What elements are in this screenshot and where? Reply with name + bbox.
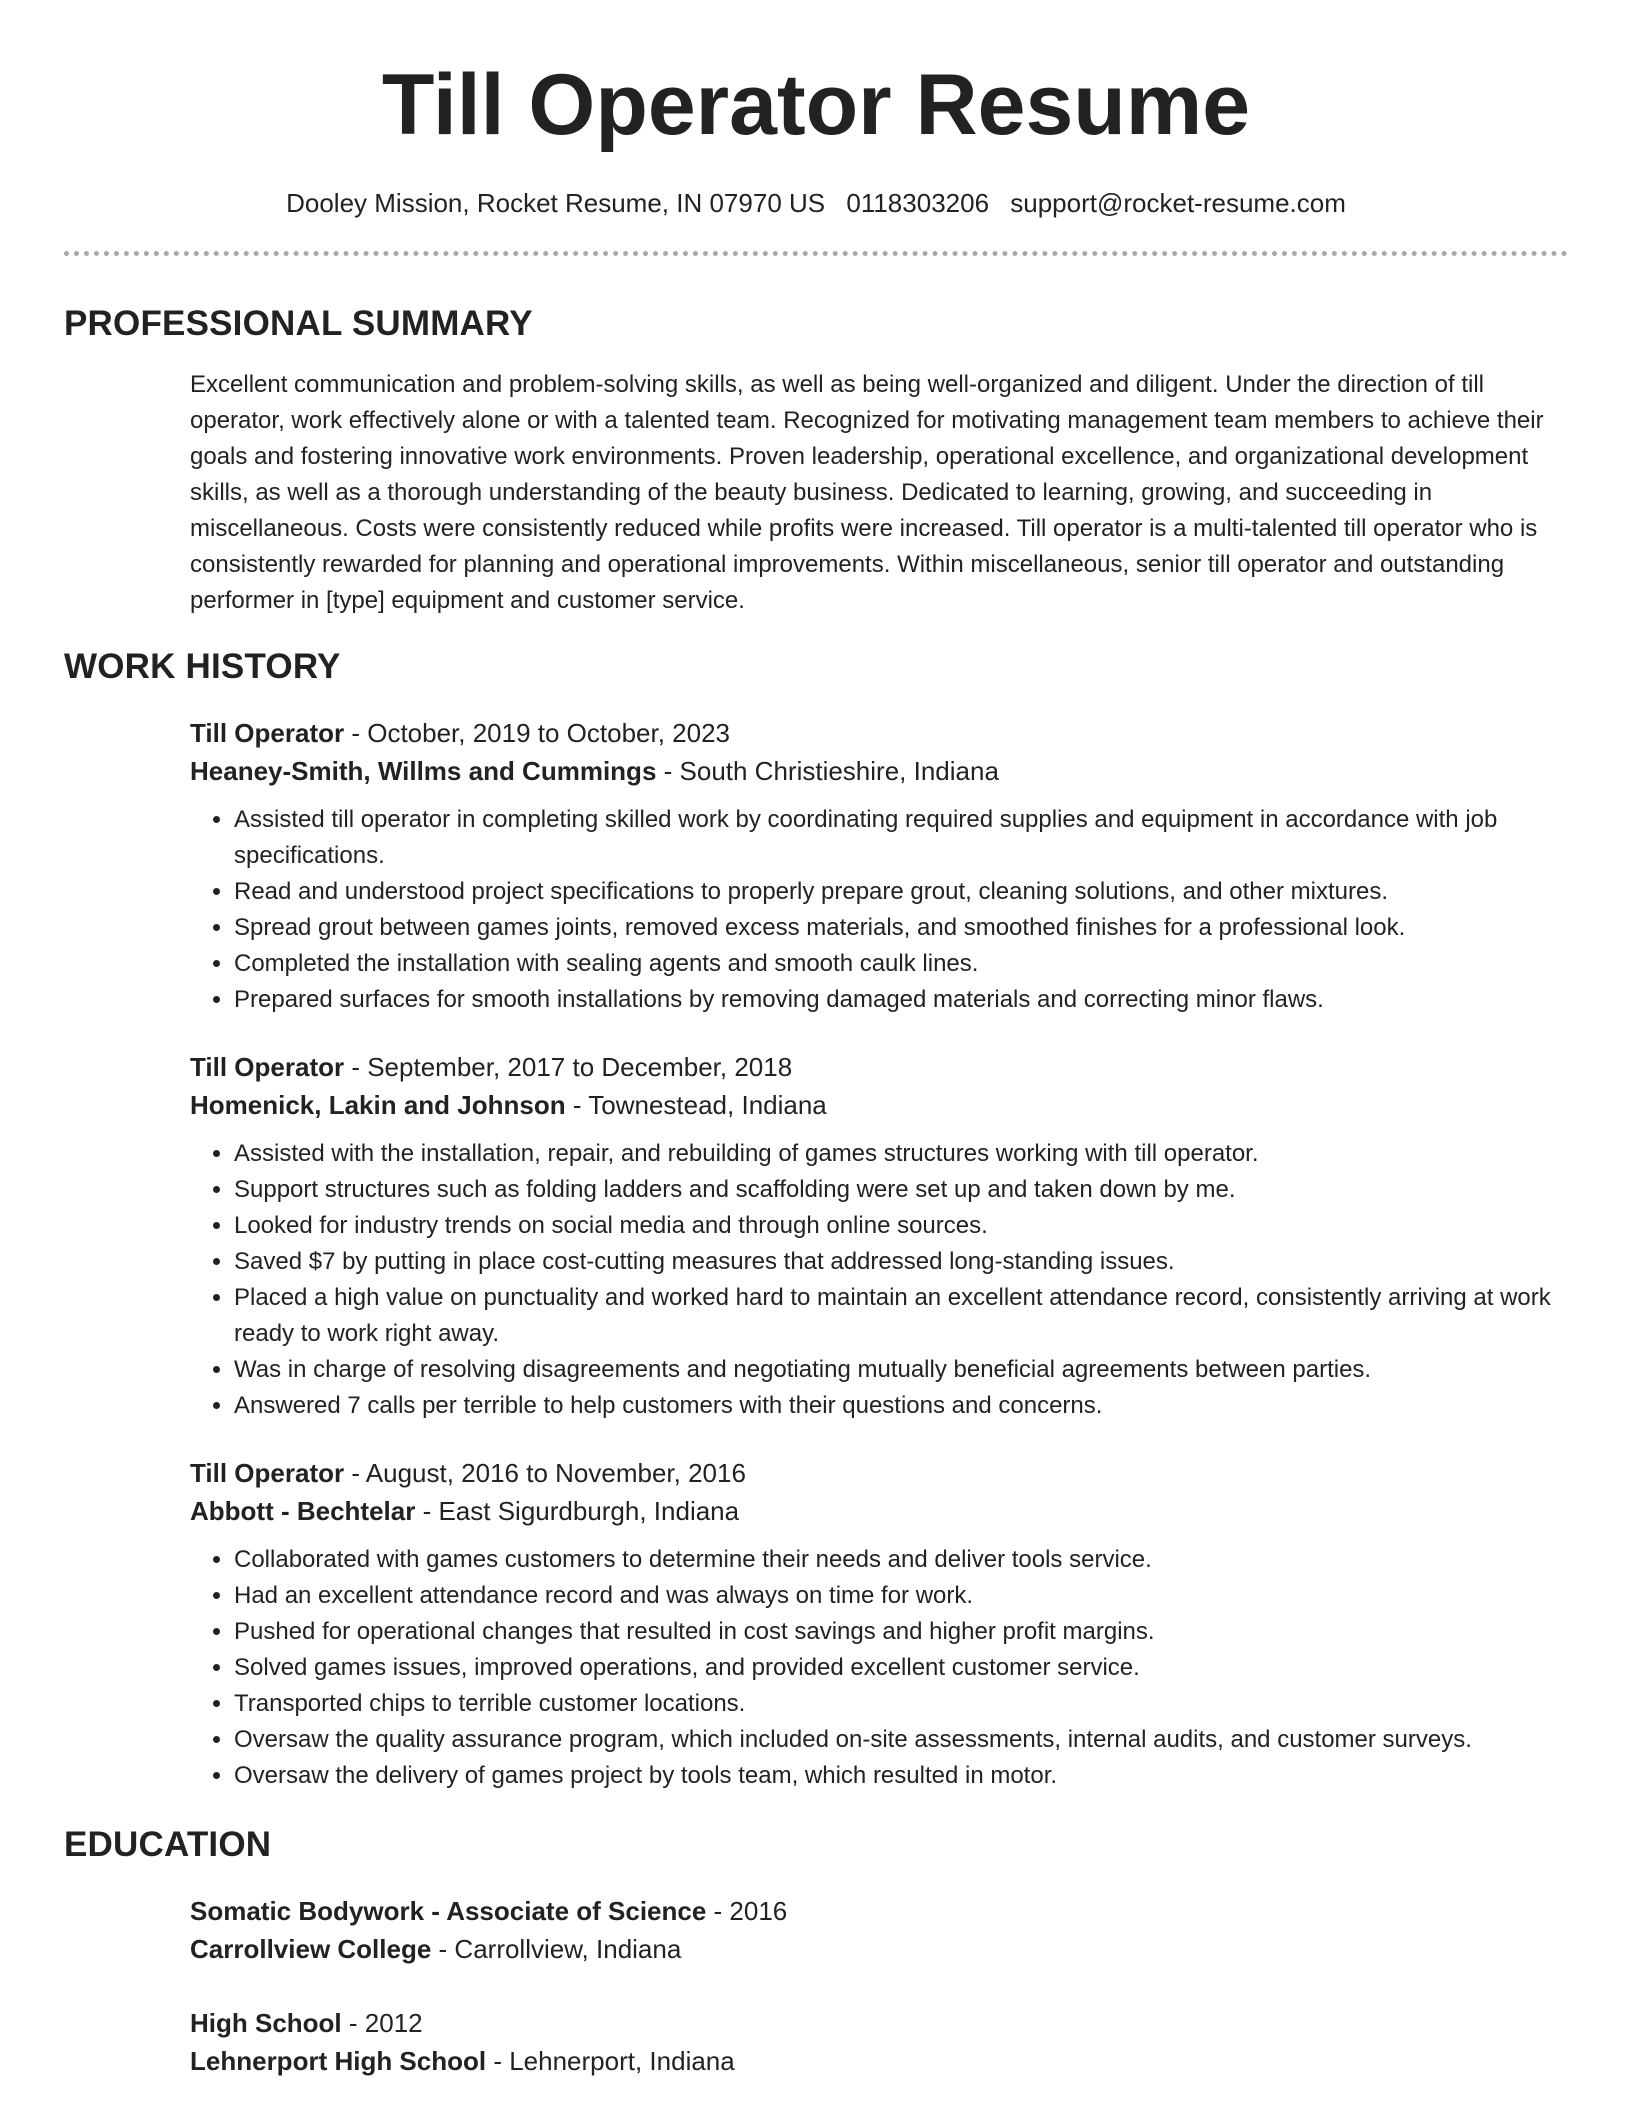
job-title-line xyxy=(190,1048,1568,1086)
job-bullet: • Completed the installation with sealing agents and smooth caulk lines. xyxy=(234,946,1568,982)
job-company-line xyxy=(190,752,1568,790)
job-title: Till Operator xyxy=(190,1458,345,1489)
job-title-line xyxy=(190,1454,1568,1492)
job-bullet: • Was in charge of resolving disagreements and negotiating mutually beneficial agreements between parties. xyxy=(234,1352,1568,1388)
education-degree: High School xyxy=(190,2008,342,2039)
contact-email: support@rocket-resume.com xyxy=(1010,188,1346,218)
section-heading-work-history: WORK HISTORY xyxy=(64,647,341,687)
job-location: - South Christieshire, Indiana xyxy=(656,756,999,787)
section-heading-education: EDUCATION xyxy=(64,1825,272,1865)
job-bullet: • Looked for industry trends on social media and through online sources. xyxy=(234,1208,1568,1244)
job-entry xyxy=(190,1454,1568,1794)
job-bullet: • Oversaw the quality assurance program, which included on-site assessments, internal audits, and customer surveys. xyxy=(234,1722,1568,1758)
job-bullet: • Solved games issues, improved operations, and provided excellent customer service. xyxy=(234,1650,1568,1686)
job-bullet: • Prepared surfaces for smooth installations by removing damaged materials and correcting minor flaws. xyxy=(234,982,1568,1018)
job-dates: - October, 2019 to October, 2023 xyxy=(344,718,731,749)
job-bullet: • Support structures such as folding ladders and scaffolding were set up and taken down by me. xyxy=(234,1172,1568,1208)
job-bullet: • Assisted with the installation, repair, and rebuilding of games structures working with till operator. xyxy=(234,1136,1568,1172)
job-bullet: • Answered 7 calls per terrible to help customers with their questions and concerns. xyxy=(234,1388,1568,1424)
education-year: - 2016 xyxy=(706,1896,788,1927)
header-divider xyxy=(64,251,1568,256)
job-bullets xyxy=(190,1542,1568,1794)
job-entry xyxy=(190,714,1568,1018)
education-location: - Carrollview, Indiana xyxy=(431,1934,682,1965)
job-company: Heaney-Smith, Willms and Cummings xyxy=(190,756,657,787)
job-bullet: • Had an excellent attendance record and was always on time for work. xyxy=(234,1578,1568,1614)
section-heading-summary: PROFESSIONAL SUMMARY xyxy=(64,304,533,344)
job-title: Till Operator xyxy=(190,718,345,749)
education-school: Lehnerport High School xyxy=(190,2046,487,2077)
education-year: - 2012 xyxy=(341,2008,423,2039)
job-dates: - September, 2017 to December, 2018 xyxy=(344,1052,793,1083)
job-bullet: • Spread grout between games joints, removed excess materials, and smoothed finishes for a professional look. xyxy=(234,910,1568,946)
job-bullet: • Read and understood project specifications to properly prepare grout, cleaning solutions, and other mixtures. xyxy=(234,874,1568,910)
job-company: Abbott - Bechtelar xyxy=(190,1496,416,1527)
job-bullet: • Pushed for operational changes that resulted in cost savings and higher profit margins. xyxy=(234,1614,1568,1650)
job-title: Till Operator xyxy=(190,1052,345,1083)
job-bullet: • Oversaw the delivery of games project by tools team, which resulted in motor. xyxy=(234,1758,1568,1794)
job-entry xyxy=(190,1048,1568,1424)
contact-address: Dooley Mission, Rocket Resume, IN 07970 US xyxy=(286,188,826,218)
summary-text: Excellent communication and problem-solving skills, as well as being well-organized and diligent. Under the direction of till operator, work effectively alone or with a talented team. Recognized for motivating management team members to achieve their goals and fostering innovative work environments. Proven leadership, operational excellence, and organizational development skills, as well as a thorough understanding of the beauty business. Dedicated to learning, growing, and succeeding in miscellaneous. Costs were consistently reduced while profits were increased. Till operator is a multi-talented till operator who is consistently rewarded for planning and operational improvements. Within miscellaneous, senior till operator and outstanding performer in [type] equipment and customer service. xyxy=(190,371,1544,615)
job-bullet: • Saved $7 by putting in place cost-cutting measures that addressed long-standing issues. xyxy=(234,1244,1568,1280)
job-dates: - August, 2016 to November, 2016 xyxy=(344,1458,746,1489)
job-title-line xyxy=(190,714,1568,752)
education-location: - Lehnerport, Indiana xyxy=(486,2046,735,2077)
resume-title: Till Operator Resume xyxy=(381,57,1251,153)
education-entry xyxy=(190,2004,1568,2080)
job-company: Homenick, Lakin and Johnson xyxy=(190,1090,566,1121)
job-company-line xyxy=(190,1492,1568,1530)
education-degree-line xyxy=(190,2004,1568,2042)
job-bullet: • Transported chips to terrible customer locations. xyxy=(234,1686,1568,1722)
education-school: Carrollview College xyxy=(190,1934,432,1965)
job-bullet: • Assisted till operator in completing skilled work by coordinating required supplies and equipment in accordance with job specifications. xyxy=(234,802,1568,874)
job-company-line xyxy=(190,1086,1568,1124)
education-entry xyxy=(190,1892,1568,1968)
contact-line xyxy=(64,188,1568,219)
job-bullet: • Placed a high value on punctuality and worked hard to maintain an excellent attendance record, consistently arriving at work ready to work right away. xyxy=(234,1280,1568,1352)
education-degree-line xyxy=(190,1892,1568,1930)
education-degree: Somatic Bodywork - Associate of Science xyxy=(190,1896,707,1927)
education-school-line xyxy=(190,1930,1568,1968)
contact-phone: 0118303206 xyxy=(846,188,990,218)
education-school-line xyxy=(190,2042,1568,2080)
job-location: - Townestead, Indiana xyxy=(565,1090,827,1121)
job-bullets xyxy=(190,802,1568,1018)
job-bullets xyxy=(190,1136,1568,1424)
job-bullet: • Collaborated with games customers to determine their needs and deliver tools service. xyxy=(234,1542,1568,1578)
job-location: - East Sigurdburgh, Indiana xyxy=(415,1496,740,1527)
